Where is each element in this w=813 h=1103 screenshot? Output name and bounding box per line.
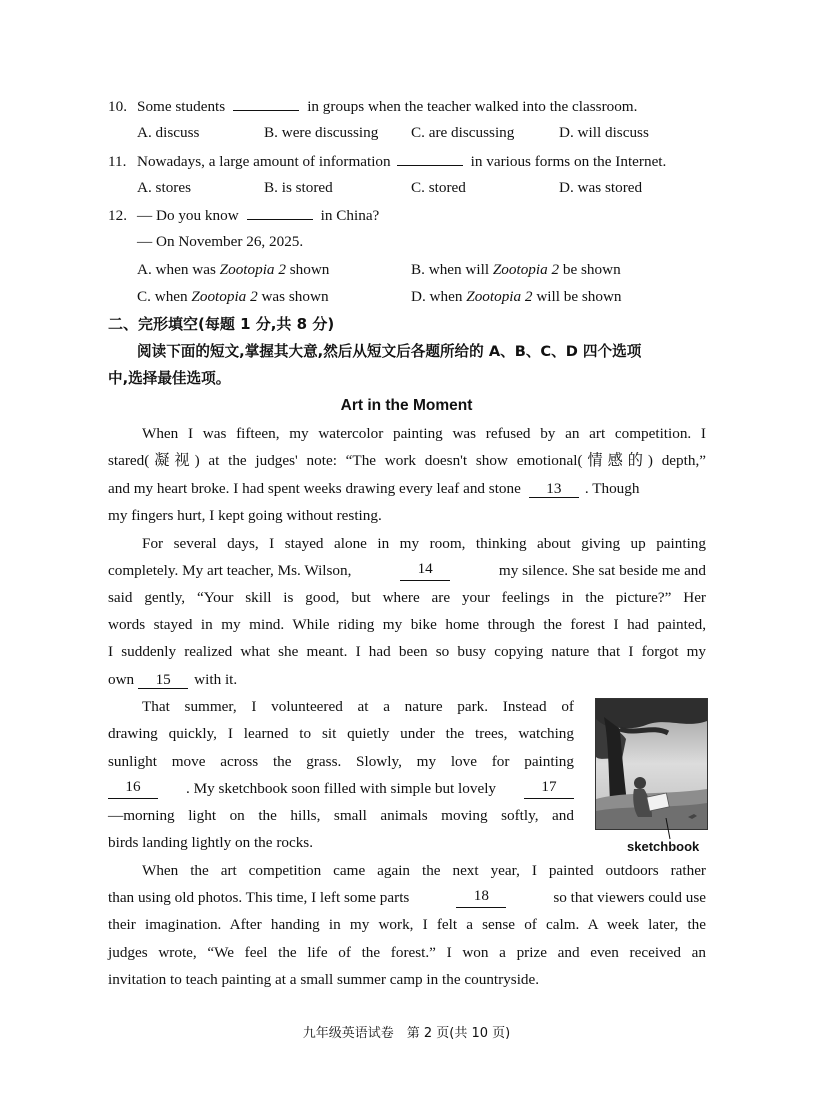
blank-13: 13 — [529, 481, 579, 498]
passage-line: said gently, “Your skill is good, but where are your feelings in the picture?” Her — [108, 589, 706, 606]
passage-line: When I was fifteen, my watercolor painting was refused by an art competition. I — [142, 425, 706, 442]
blank-18: 18 — [456, 888, 506, 908]
answer-blank — [397, 151, 463, 166]
option-a: A. stores — [137, 179, 191, 196]
passage-line: than using old photos. This time, I left some parts 18 so that viewers could use — [108, 887, 706, 906]
stem-text: — Do you know — [137, 207, 239, 224]
section-instruction-line1: 阅读下面的短文,掌握其大意,然后从短文后各题所给的 A、B、C、D 四个选项 — [137, 343, 642, 360]
section-heading: 二、完形填空(每题 1 分,共 8 分) — [108, 315, 335, 333]
option-c: C. when Zootopia 2 was shown — [137, 288, 329, 305]
option-a: A. discuss — [137, 124, 200, 141]
stem-text: Nowadays, a large amount of information — [137, 153, 391, 170]
passage-line: drawing quickly, I learned to sit quietly under the trees, watching — [108, 725, 574, 742]
passage-line: I suddenly realized what she meant. I had been so busy copying nature that I forgot my — [108, 643, 706, 660]
question-number: 11. — [108, 153, 127, 170]
passage-line: own 15 with it. — [108, 671, 238, 688]
girl-sketching-under-tree-image — [595, 698, 708, 830]
passage-line: sunlight move across the grass. Slowly, my love for painting — [108, 753, 574, 770]
passage-line: For several days, I stayed alone in my room, thinking about giving up painting — [142, 535, 706, 552]
stem-text: in various forms on the Internet. — [470, 153, 667, 170]
question-12-reply: — On November 26, 2025. — [137, 233, 304, 250]
section-instruction-line2: 中,选择最佳选项。 — [108, 370, 231, 387]
passage-title: Art in the Moment — [340, 397, 473, 414]
image-caption: sketchbook — [627, 839, 700, 854]
stem-text: in China? — [320, 207, 380, 224]
blank-14: 14 — [400, 561, 450, 581]
stem-text: in groups when the teacher walked into the classroom. — [307, 98, 638, 115]
caption-pointer-line — [664, 818, 674, 840]
passage-line: and my heart broke. I had spent weeks drawing every leaf and stone 13 . Though — [108, 480, 640, 497]
blank-16: 16 — [108, 779, 158, 799]
option-c: C. are discussing — [411, 124, 515, 141]
passage-line: judges wrote, “We feel the life of the forest.” I won a prize and even received an — [108, 944, 706, 961]
passage-line: That summer, I volunteered at a nature park. Instead of — [142, 698, 574, 715]
passage-line: —morning light on the hills, small animals moving softly, and — [108, 807, 574, 824]
option-d: D. when Zootopia 2 will be shown — [411, 288, 622, 305]
answer-blank — [233, 96, 299, 111]
option-b: B. were discussing — [264, 124, 379, 141]
page-footer: 九年级英语试卷 第 2 页(共 10 页) — [302, 1026, 511, 1041]
passage-line: invitation to teach painting at a small summer camp in the countryside. — [108, 971, 540, 988]
question-12-stem — [108, 205, 379, 226]
blank-17: 17 — [524, 779, 574, 799]
stem-text: Some students — [137, 98, 226, 115]
passage-line: my fingers hurt, I kept going without resting. — [108, 507, 382, 524]
option-b: B. when will Zootopia 2 be shown — [411, 261, 621, 278]
passage-line: their imagination. After handing in my work, I felt a sense of calm. A week later, the — [108, 916, 706, 933]
option-b: B. is stored — [264, 179, 333, 196]
option-d: D. will discuss — [559, 124, 649, 141]
option-a: A. when was Zootopia 2 shown — [137, 261, 330, 278]
answer-blank — [247, 205, 313, 220]
question-number: 12. — [108, 207, 127, 224]
option-c: C. stored — [411, 179, 466, 196]
question-number: 10. — [108, 98, 127, 115]
passage-line: When the art competition came again the next year, I painted outdoors rather — [142, 862, 706, 879]
passage-line: completely. My art teacher, Ms. Wilson, 14 my silence. She sat beside me and — [108, 560, 706, 579]
passage-line: stared(凝视) at the judges' note: “The work doesn't show emotional(情感的) depth,” — [108, 452, 706, 469]
passage-line: words stayed in my mind. While riding my bike home through the forest I had painted, — [108, 616, 706, 633]
question-11-stem — [108, 151, 666, 172]
passage-line: 16 . My sketchbook soon filled with simple but lovely 17 — [108, 779, 574, 799]
blank-15: 15 — [138, 672, 188, 689]
passage-line: birds landing lightly on the rocks. — [108, 834, 314, 851]
question-10-stem — [108, 96, 637, 117]
option-d: D. was stored — [559, 179, 643, 196]
